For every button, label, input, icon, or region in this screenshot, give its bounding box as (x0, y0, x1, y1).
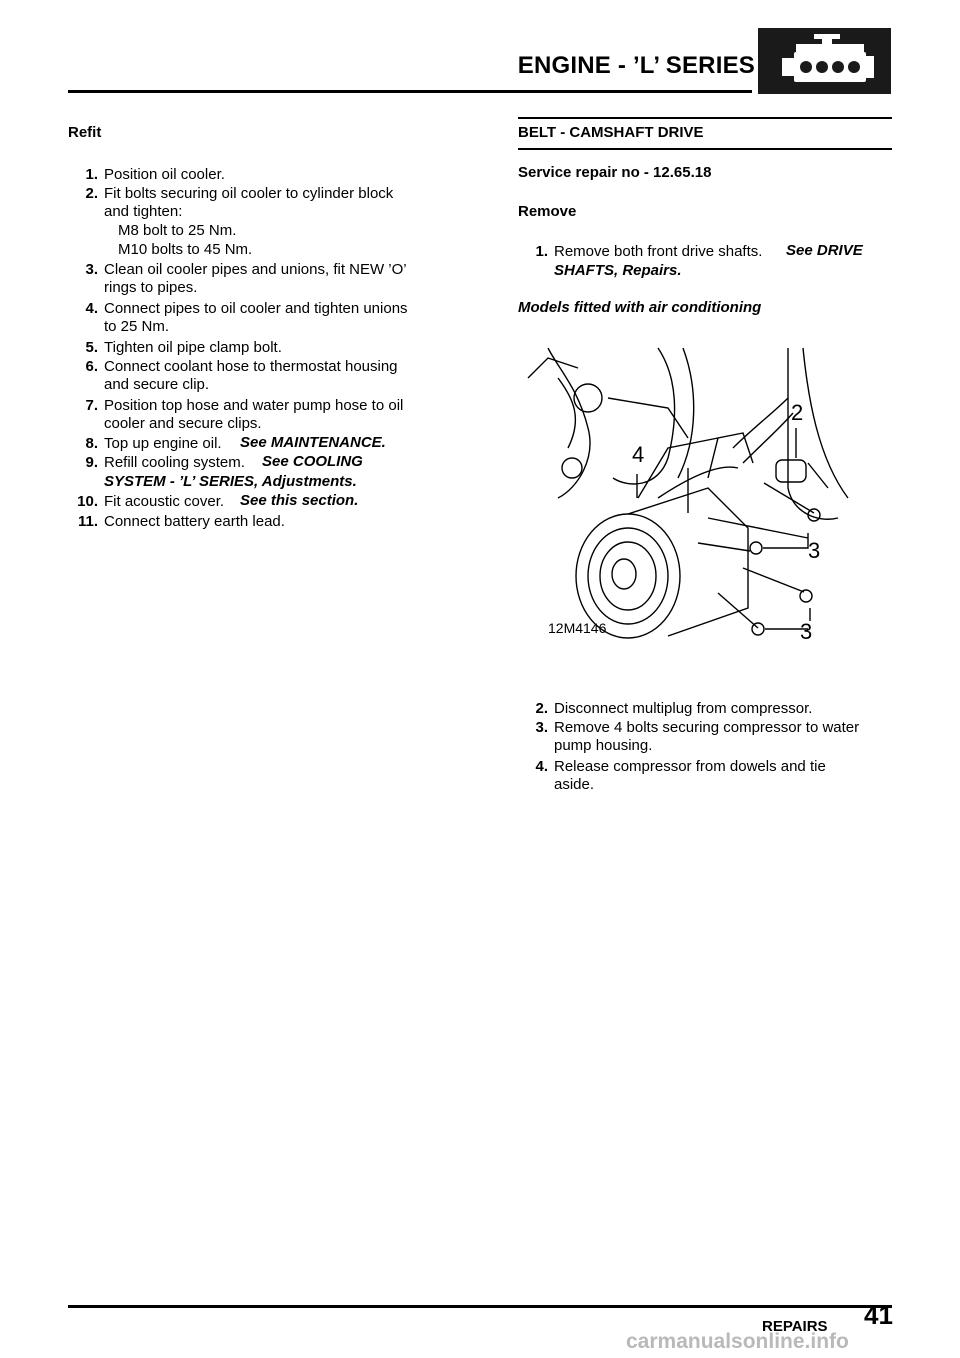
refit-heading: Refit (68, 124, 102, 141)
list-item-continued: aside. (554, 776, 595, 793)
list-item-continued: and secure clip. (104, 376, 210, 393)
section-title: BELT - CAMSHAFT DRIVE (518, 124, 704, 141)
section-rule-top (518, 117, 892, 119)
engine-icon (758, 28, 891, 94)
callout-label: 3 (808, 538, 821, 563)
watermark-text: carmanualsonline.info (626, 1330, 849, 1353)
page-header-title: ENGINE - ’L’ SERIES (517, 52, 755, 79)
cross-reference-link[interactable]: See DRIVE (786, 242, 863, 259)
header-rule (68, 90, 752, 93)
cross-reference-link[interactable]: SYSTEM - ’L’ SERIES, Adjustments. (104, 473, 357, 490)
callout-label: 2 (791, 400, 804, 425)
remove-heading: Remove (518, 203, 577, 220)
page-number: 41 (864, 1300, 893, 1330)
footer-rule (68, 1305, 892, 1308)
list-item-continued: and tighten: (104, 203, 183, 220)
section-rule-bottom (518, 148, 892, 150)
footer-section: REPAIRS (762, 1318, 828, 1335)
figure-caption: 12M4146 (548, 620, 607, 636)
cross-reference-link[interactable]: See this section. (240, 492, 359, 509)
torque-value: M10 bolts to 45 Nm. (118, 241, 253, 258)
list-item-continued: rings to pipes. (104, 279, 198, 296)
cross-reference-link[interactable]: SHAFTS, Repairs. (554, 262, 682, 279)
subheading: Models fitted with air conditioning (518, 299, 762, 316)
list-item-continued: to 25 Nm. (104, 318, 170, 335)
callout-label: 4 (632, 442, 645, 467)
service-repair-number: Service repair no - 12.65.18 (518, 164, 712, 181)
cross-reference-link[interactable]: See MAINTENANCE. (240, 434, 386, 451)
list-item-continued: cooler and secure clips. (104, 415, 262, 432)
compressor-illustration (518, 338, 892, 650)
cross-reference-link[interactable]: See COOLING (262, 453, 363, 470)
torque-value: M8 bolt to 25 Nm. (118, 222, 237, 239)
callout-label: 3 (800, 619, 813, 644)
list-item-continued: pump housing. (554, 737, 653, 754)
